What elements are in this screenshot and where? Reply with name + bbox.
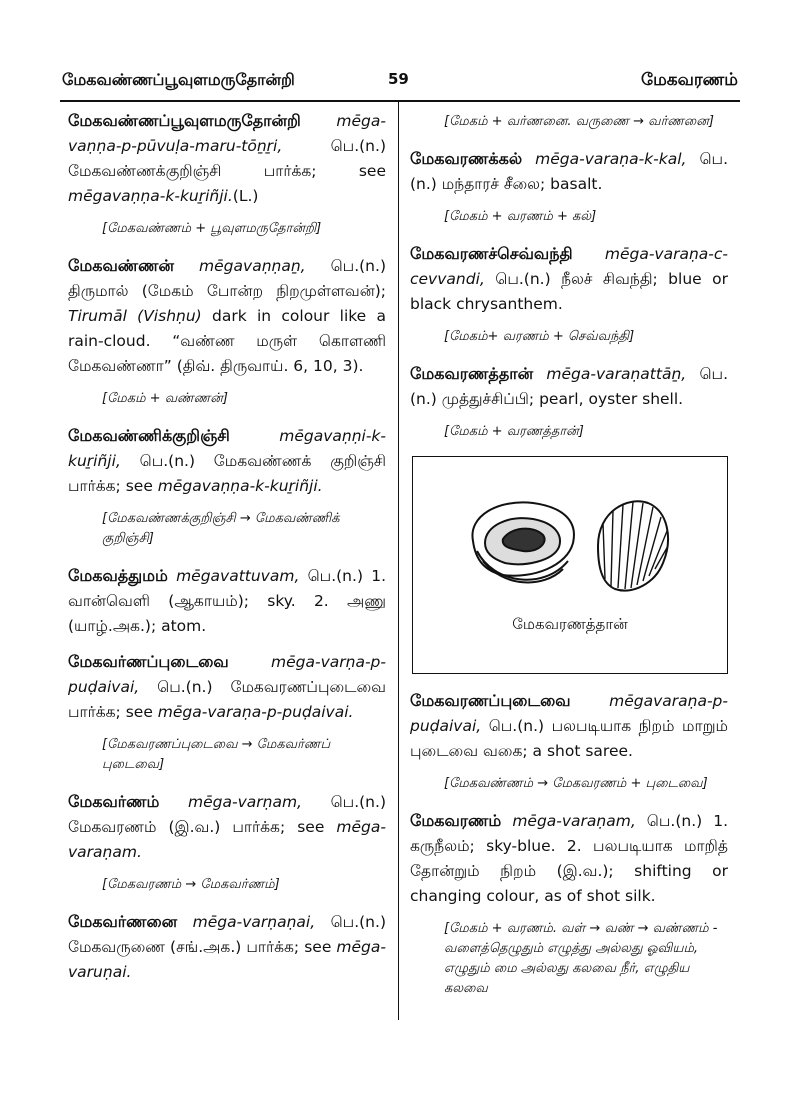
transliteration: mēgavaṇṇi-k-kuṟiñji, — [68, 427, 386, 470]
headword: மேகவரணக்கல் — [410, 149, 523, 168]
definition: பெ.(n.) 1. வான்வெளி (ஆகாயம்); sky. 2. அணு (யாழ்.அக.); atom. — [68, 567, 386, 635]
illustration-frame — [412, 456, 728, 674]
transliteration: mēga-varaṇa-k-kal, — [535, 150, 687, 168]
headword: மேகவரணம் — [410, 811, 502, 830]
dictionary-entry — [68, 649, 386, 725]
etymology: [மேகவண்ணம் + பூவுளமருதோன்றி] — [102, 221, 322, 236]
headword: மேகவர்ணப்புடைவை — [68, 652, 229, 671]
definition: பெ.(n.) மந்தாரச் சீலை; basalt. — [410, 150, 728, 193]
dictionary-entry — [68, 253, 386, 379]
oyster-shell-illustration — [463, 491, 683, 601]
dictionary-entry — [68, 909, 386, 985]
transliteration: mēga-varṇam, — [188, 793, 302, 811]
page-number: 59 — [388, 70, 409, 88]
etymology: [மேகம் + வண்ணன்] — [102, 391, 228, 406]
headword: மேகவத்துமம் — [68, 566, 168, 585]
etymology: [மேகம் + வரணத்தான்] — [444, 424, 584, 439]
page-header — [62, 66, 738, 96]
definition: பெ.(n.) மேகவரணப்புடைவை பார்க்க; see — [68, 678, 386, 721]
etymology: [மேகவரணப்புடைவை → மேகவர்ணப் புடைவை] — [102, 737, 331, 772]
definition-tail: dark in colour like a rain-cloud. “வண்ண மருள் கொளணி மேகவண்ணா” (திவ். திருவாய். 6, 10, 3). — [68, 307, 387, 375]
headword: மேகவர்ணம் — [68, 792, 160, 811]
definition-tail: (L.) — [232, 187, 259, 205]
dictionary-entry — [68, 108, 386, 209]
headword: மேகவரணத்தான் — [410, 364, 534, 383]
transliteration: mēga-varaṇattāṉ, — [546, 365, 687, 383]
transliteration: mēga-varaṇam, — [512, 812, 636, 830]
headword: மேகவரணப்புடைவை — [410, 691, 571, 710]
header-rule — [60, 100, 740, 102]
definition: பெ.(n.) மேகவரணம் (இ.வ.) பார்க்க; see — [68, 793, 386, 836]
dictionary-entry — [68, 423, 386, 499]
definition: பெ.(n.) மேகவண்ணக் குறிஞ்சி பார்க்க; see — [68, 452, 386, 495]
definition: பெ.(n.) மேகவண்ணக்குறிஞ்சி பார்க்க; see — [68, 137, 386, 180]
column-divider — [398, 102, 399, 1020]
transliteration: mēgavattuvam, — [176, 567, 300, 585]
headword: மேகவர்ணனை — [68, 912, 178, 931]
dictionary-entry — [68, 789, 386, 865]
cross-reference: mēga-varaṇam. — [68, 818, 386, 861]
etymology: [மேகம்+ வரணம் + செவ்வந்தி] — [444, 329, 635, 344]
running-head-right: மேகவரணம் — [641, 70, 738, 90]
dictionary-entry — [410, 808, 728, 909]
etymology: [மேகம் + வரணம் + கல்] — [444, 209, 597, 224]
running-head-left: மேகவண்ணப்பூவுளமருதோன்றி — [62, 70, 295, 89]
etymology: [மேகம் + வரணம். வள் → வண் → வண்ணம் - வளைத்தெழுதும் எழுத்து அல்லது ஓவியம், எழுதும் மை அல்லது கலவை நீர், எழுதிய கலவை — [444, 921, 718, 996]
etymology: [மேகம் + வர்ணனை. வருணை → வர்ணனை] — [444, 114, 714, 129]
headword: மேகவண்ணன் — [68, 256, 175, 275]
cross-reference: mēga-varaṇa-p-puḍaivai. — [157, 703, 354, 721]
right-column — [410, 112, 728, 1013]
etymology: [மேகவண்ணம் → மேகவரணம் + புடைவை] — [444, 776, 708, 791]
headword: மேகவண்ணிக்குறிஞ்சி — [68, 426, 230, 445]
dictionary-entry — [410, 241, 728, 317]
definition: பெ.(n.) திருமால் (மேகம் போன்ற நிறமுள்ளவன்); — [68, 257, 386, 300]
definition: பெ.(n.) முத்துச்சிப்பி; pearl, oyster shell. — [410, 365, 728, 408]
definition: பெ.(n.) மேகவருணை (சங்.அக.) பார்க்க; see — [68, 913, 386, 956]
transliteration: mēga-varṇaṇai, — [192, 913, 316, 931]
headword: மேகவண்ணப்பூவுளமருதோன்றி — [68, 111, 301, 130]
figure-caption: மேகவரணத்தான் — [512, 615, 628, 633]
cross-reference: mēgavaṇṇa-k-kuṟiñji. — [68, 187, 233, 205]
transliteration: mēgavaraṇa-p-puḍaivai, — [410, 692, 728, 735]
open-oyster-shell — [472, 502, 573, 582]
cross-reference: mēgavaṇṇa-k-kuṟiñji. — [157, 477, 323, 495]
transliteration: mēgavaṇṇaṉ, — [199, 257, 306, 275]
cross-reference: Tirumāl (Vishṇu) — [68, 307, 202, 325]
cross-reference: mēga-varuṇai. — [68, 938, 386, 981]
transliteration: mēga-vaṇṇa-p-pūvuḷa-maru-tōṉṟi, — [68, 112, 386, 155]
dictionary-entry — [410, 146, 728, 197]
left-column — [68, 108, 386, 995]
transliteration: mēga-varaṇa-c-cevvandi, — [410, 245, 728, 288]
transliteration: mēga-varṇa-p-puḍaivai, — [68, 653, 386, 696]
headword: மேகவரணச்செவ்வந்தி — [410, 244, 573, 263]
definition: பெ.(n.) பலபடியாக நிறம் மாறும் புடைவை வகை; a shot saree. — [410, 717, 728, 760]
etymology: [மேகவண்ணக்குறிஞ்சி → மேகவண்ணிக் குறிஞ்சி] — [102, 511, 340, 546]
definition: பெ.(n.) 1. கருநீலம்; sky-blue. 2. பலபடியாக மாறித் தோன்றும் நிறம் (இ.வ.); shifting or changing colour, as of shot silk. — [410, 812, 728, 905]
dictionary-entry — [410, 361, 728, 412]
dictionary-entry — [68, 563, 386, 639]
scallop-shell — [598, 501, 668, 590]
definition: பெ.(n.) நீலச் சிவந்தி; blue or black chrysanthem. — [410, 270, 728, 313]
etymology: [மேகவரணம் → மேகவர்ணம்] — [102, 877, 280, 892]
dictionary-entry — [410, 688, 728, 764]
